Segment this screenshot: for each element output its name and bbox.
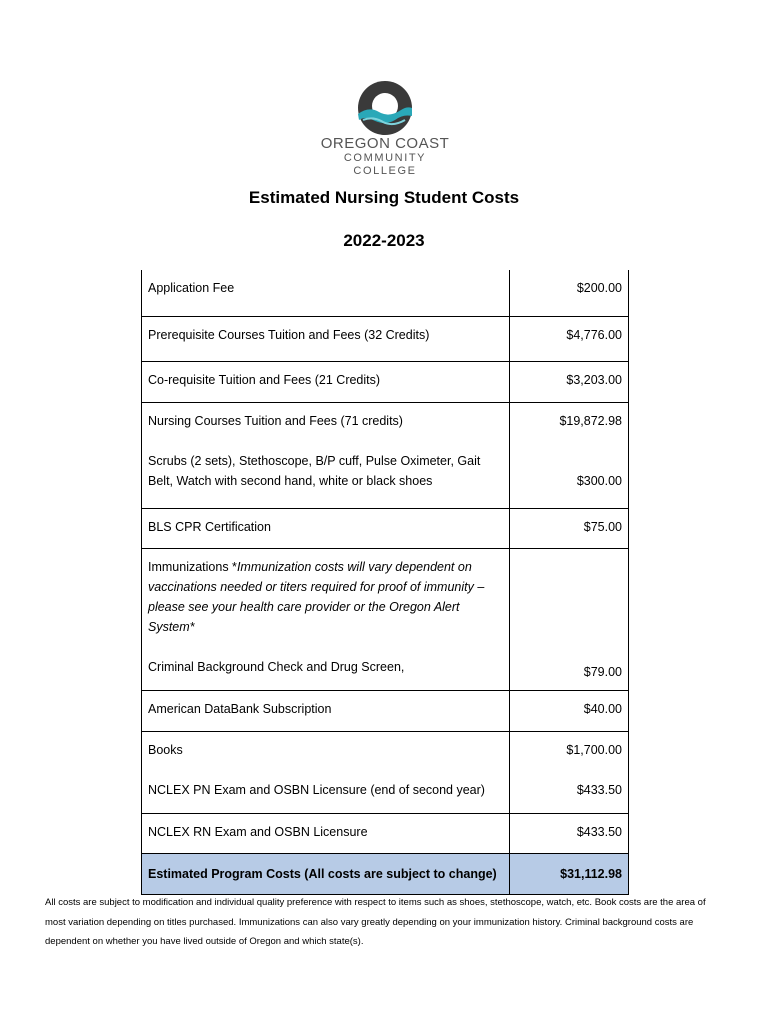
logo-line2: COMMUNITY COLLEGE: [343, 152, 427, 177]
immunization-label: Immunizations *: [148, 559, 237, 574]
wave-logo-icon: [357, 80, 413, 136]
total-row: [142, 853, 629, 894]
footnote: All costs are subject to modification and individual quality preference with respect to items such as shoes, stethoscope, watch, etc. Book costs are the area of most variation depending on titles purchased. Immunizations can also vary greatly depending on your immunization history. Criminal background costs are dependent on whether you have lived outside of Oregon and which state(s).: [45, 897, 706, 947]
college-logo: [315, 80, 455, 178]
row-amount-line: $1,700.00: [566, 742, 622, 757]
row-label-line: Nursing Courses Tuition and Fees (71 credits): [148, 413, 403, 428]
row-amount-line: $433.50: [576, 782, 622, 797]
row-label: [142, 731, 510, 813]
table-row: [142, 690, 629, 731]
table-row: [142, 361, 629, 402]
row-amount: $200.00: [510, 270, 629, 316]
row-amount: $433.50: [510, 813, 629, 853]
row-label: Application Fee: [142, 270, 510, 316]
immunization-note: Immunization costs will vary dependent on vaccinations needed or titers required for proof of immunity – please see your health care provider or the Oregon Alert System*: [148, 559, 485, 634]
row-label-line: Scrubs (2 sets), Stethoscope, B/P cuff, Pulse Oximeter, Gait Belt, Watch with second hand, white or black shoes: [148, 453, 481, 488]
row-label: BLS CPR Certification: [142, 508, 510, 548]
row-label-line: NCLEX PN Exam and OSBN Licensure (end of second year): [148, 782, 485, 797]
document-title: Estimated Nursing Student Costs: [248, 188, 520, 207]
row-amount-line: $300.00: [576, 473, 622, 488]
table-row: [142, 731, 629, 813]
row-amount: [510, 731, 629, 813]
table-row: [142, 548, 629, 690]
row-label: NCLEX RN Exam and OSBN Licensure: [142, 813, 510, 853]
row-amount: $75.00: [510, 508, 629, 548]
row-amount: [510, 402, 629, 508]
immunization-text: [148, 557, 503, 637]
total-amount: $31,112.98: [510, 853, 629, 894]
row-amount-line: $19,872.98: [559, 413, 622, 428]
total-label: Estimated Program Costs (All costs are subject to change): [142, 853, 510, 894]
table-row: [142, 508, 629, 548]
row-amount: $79.00: [510, 548, 629, 690]
logo-line1: OREGON COAST: [320, 135, 450, 152]
row-amount: $4,776.00: [510, 316, 629, 361]
row-label: Co-requisite Tuition and Fees (21 Credits): [142, 361, 510, 402]
document-year: 2022-2023: [343, 231, 425, 250]
table-row: [142, 316, 629, 361]
table-row: [142, 270, 629, 316]
row-label: [142, 402, 510, 508]
row-label-line: Books: [148, 742, 183, 757]
row-label: American DataBank Subscription: [142, 690, 510, 731]
row-label: [142, 548, 510, 690]
table-row: [142, 813, 629, 853]
row-label-line: Criminal Background Check and Drug Screen,: [148, 659, 405, 674]
row-label: Prerequisite Courses Tuition and Fees (32 Credits): [142, 316, 510, 361]
cost-table: [141, 270, 629, 895]
row-amount: $3,203.00: [510, 361, 629, 402]
table-row: [142, 402, 629, 508]
row-amount: $40.00: [510, 690, 629, 731]
